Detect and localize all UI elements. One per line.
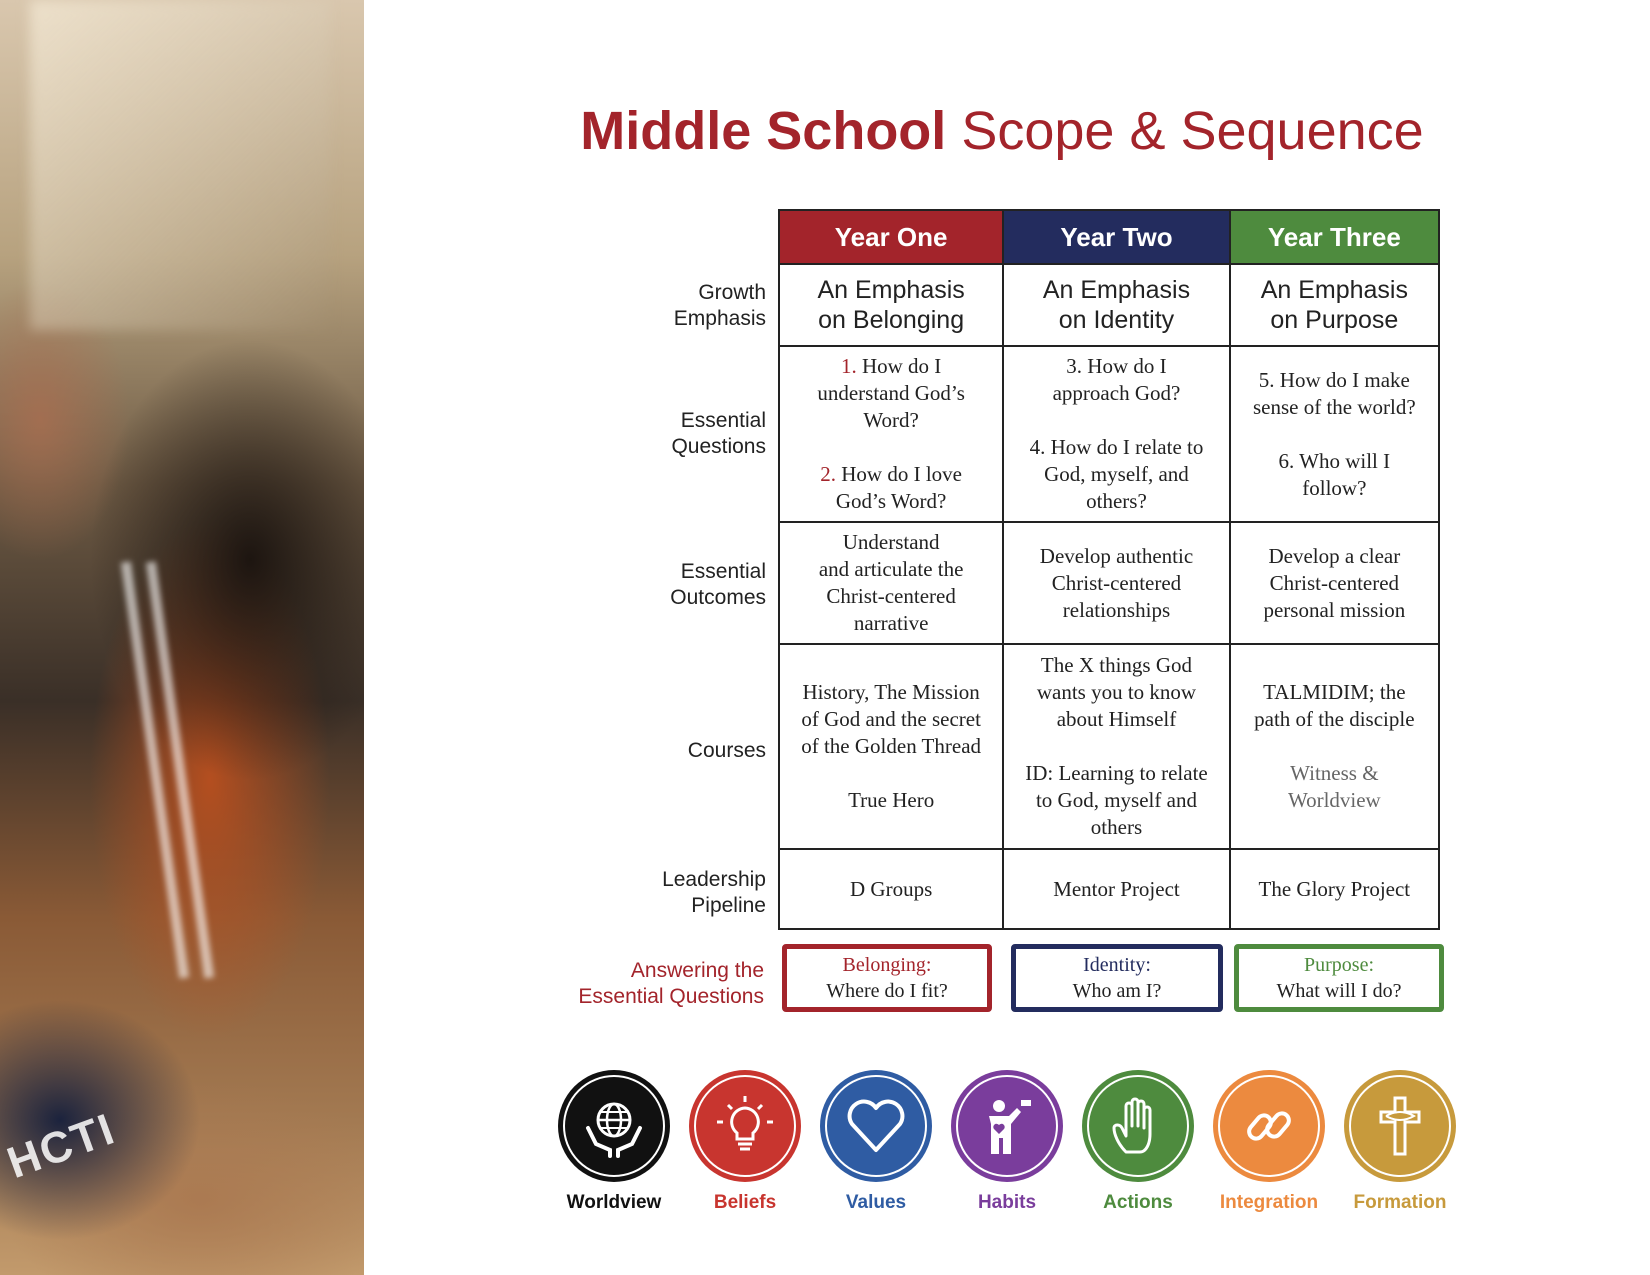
growth-cell: An Emphasis on Purpose [1230, 264, 1439, 346]
outcomes-cell: Understand and articulate the Christ-centered narrative [779, 522, 1003, 644]
leadership-cell: D Groups [779, 849, 1003, 929]
leadership-row [779, 849, 1439, 929]
questions-cell: 1. How do I understand God’s Word? 2. How do I love God’s Word? [779, 346, 1003, 522]
icon-item-actions: Actions [1072, 1070, 1204, 1214]
answering-label: Answering the Essential Questions [578, 959, 764, 1008]
scope-sequence-table [778, 209, 1440, 930]
icon-item-formation: Formation [1334, 1070, 1466, 1214]
photo-sleeve-text: HCTI [1, 1104, 122, 1189]
classroom-photo [0, 0, 364, 1275]
answer-box-identity: Identity: Who am I? [1011, 944, 1223, 1012]
growth-cell: An Emphasis on Belonging [779, 264, 1003, 346]
courses-row [779, 644, 1439, 849]
courses-cell: TALMIDIM; the path of the disciple Witness & Worldview [1230, 644, 1439, 849]
page-title [0, 100, 1650, 162]
title-bold: Middle School [580, 101, 947, 161]
person-heart-icon [951, 1070, 1063, 1182]
icon-item-integration: Integration [1203, 1070, 1335, 1214]
formation-icons-row [548, 1070, 1448, 1213]
hand-icon [1082, 1070, 1194, 1182]
header-year-two: Year Two [1003, 210, 1229, 264]
row-label-leadership: Leadership Pipeline [662, 868, 766, 917]
lightbulb-icon [689, 1070, 801, 1182]
photo-window-light [30, 0, 330, 330]
growth-row [779, 264, 1439, 346]
questions-cell: 3. How do I approach God? 4. How do I relate to God, myself, and others? [1003, 346, 1229, 522]
header-year-one: Year One [779, 210, 1003, 264]
answer-box-belonging: Belonging: Where do I fit? [782, 944, 992, 1012]
questions-row [779, 346, 1439, 522]
questions-cell: 5. How do I make sense of the world? 6. Who will I follow? [1230, 346, 1439, 522]
leadership-cell: The Glory Project [1230, 849, 1439, 929]
icon-item-habits: Habits [941, 1070, 1073, 1214]
row-label-outcomes: Essential Outcomes [670, 560, 766, 609]
heart-icon [820, 1070, 932, 1182]
header-year-three: Year Three [1230, 210, 1439, 264]
globe-hands-icon [558, 1070, 670, 1182]
courses-cell: The X things God wants you to know about Himself ID: Learning to relate to God, myself and others [1003, 644, 1229, 849]
title-light: Scope & Sequence [961, 101, 1424, 161]
outcomes-cell: Develop authentic Christ-centered relationships [1003, 522, 1229, 644]
header-row [779, 210, 1439, 264]
row-label-growth: Growth Emphasis [673, 281, 766, 330]
outcomes-row [779, 522, 1439, 644]
link-icon [1213, 1070, 1325, 1182]
leadership-cell: Mentor Project [1003, 849, 1229, 929]
icon-item-values: Values [810, 1070, 942, 1214]
growth-cell: An Emphasis on Identity [1003, 264, 1229, 346]
row-label-courses: Courses [687, 739, 766, 762]
icon-item-beliefs: Beliefs [679, 1070, 811, 1214]
answer-box-purpose: Purpose: What will I do? [1234, 944, 1444, 1012]
cross-icon [1344, 1070, 1456, 1182]
outcomes-cell: Develop a clear Christ-centered personal mission [1230, 522, 1439, 644]
icon-item-worldview: Worldview [548, 1070, 680, 1214]
courses-cell: History, The Mission of God and the secret of the Golden Thread True Hero [779, 644, 1003, 849]
row-label-questions: Essential Questions [671, 409, 766, 458]
